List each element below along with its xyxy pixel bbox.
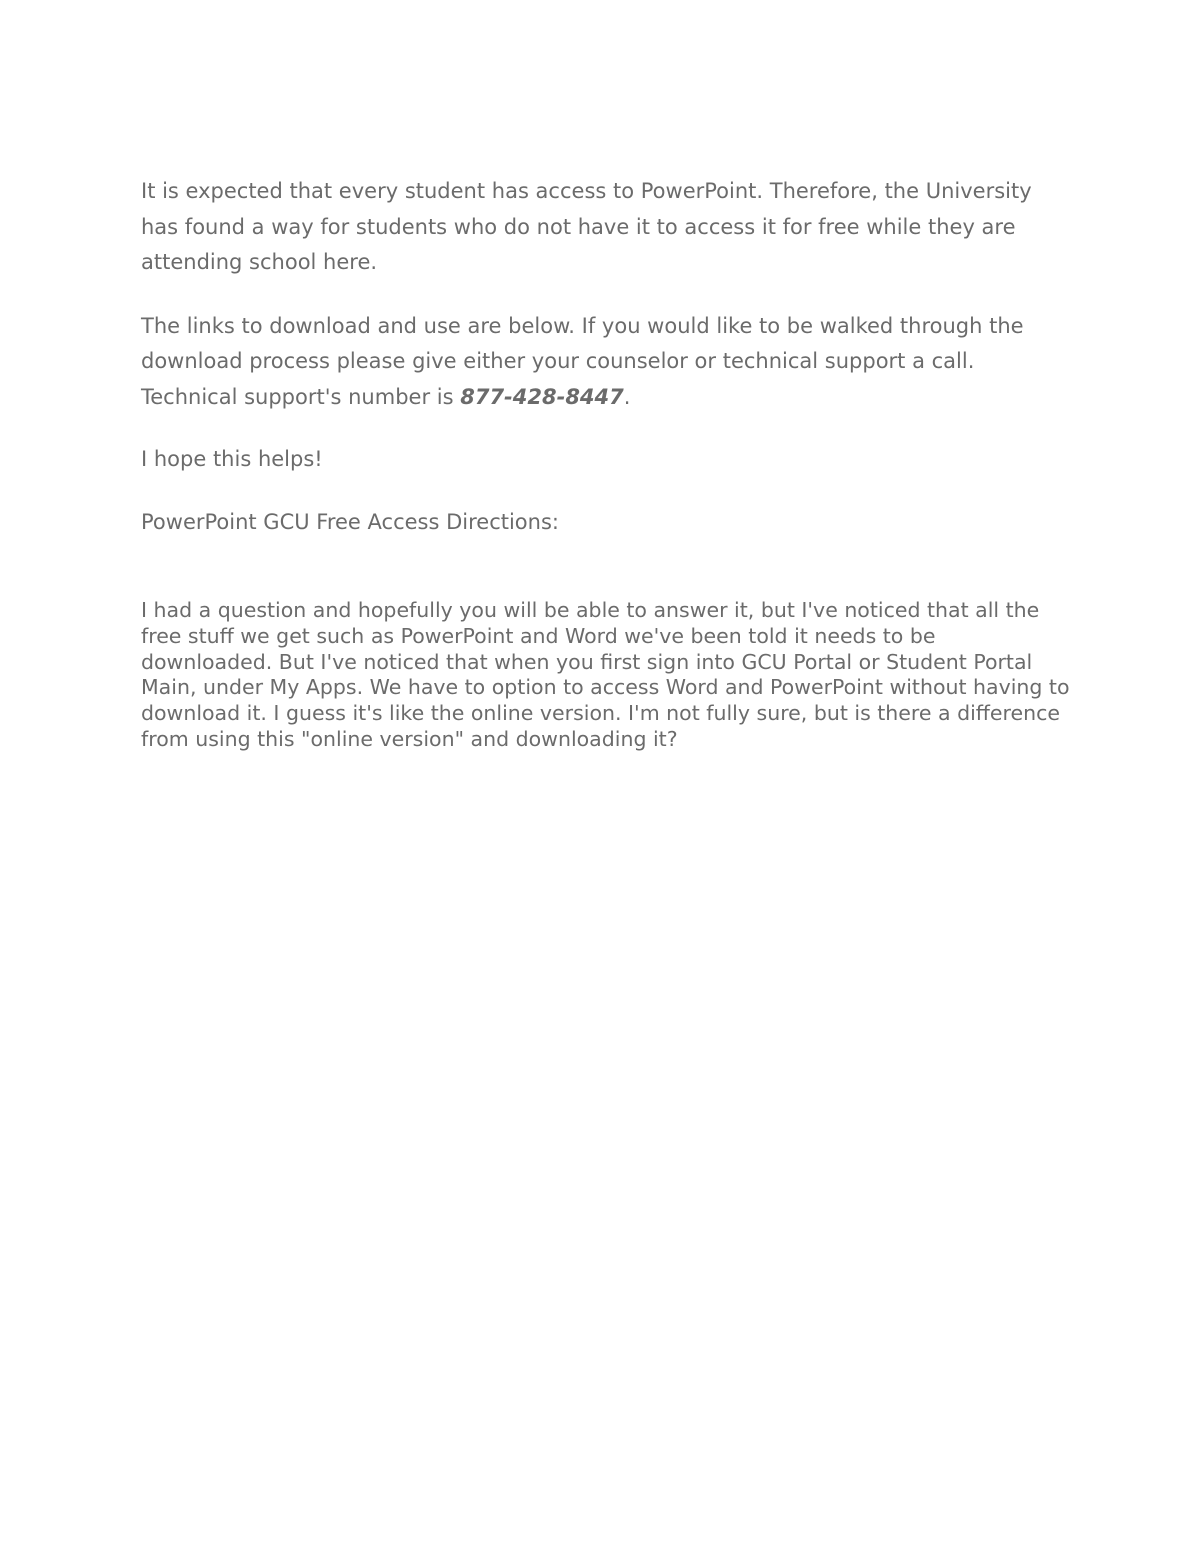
directions-heading: PowerPoint GCU Free Access Directions:: [141, 509, 559, 534]
document-body: [141, 174, 1071, 753]
support-phone-number: 877-428-8447: [460, 384, 624, 409]
closing-paragraph: I hope this helps!: [141, 447, 323, 471]
intro-paragraph: It is expected that every student has access to PowerPoint. Therefore, the University has found a way for students who do not have it to access it for free while they are attending school here.: [141, 179, 1032, 274]
instructions-text: The links to download and use are below. If you would like to be walked through the download process please give either your counselor or technical support a call. Technical support's number is: [141, 313, 1024, 409]
download-instructions-paragraph: [141, 309, 1071, 416]
student-question-paragraph: I had a question and hopefully you will be able to answer it, but I've noticed that all the free stuff we get such as PowerPoint and Word we've been told it needs to be downloaded. But I've noticed that when you first sign into GCU Portal or Student Portal Main, under My Apps. We have to option to access Word and PowerPoint without having to download it. I guess it's like the online version. I'm not fully sure, but is there a difference from using this "online version" and downloading it?: [141, 598, 1070, 751]
instructions-end-punctuation: .: [623, 384, 631, 409]
